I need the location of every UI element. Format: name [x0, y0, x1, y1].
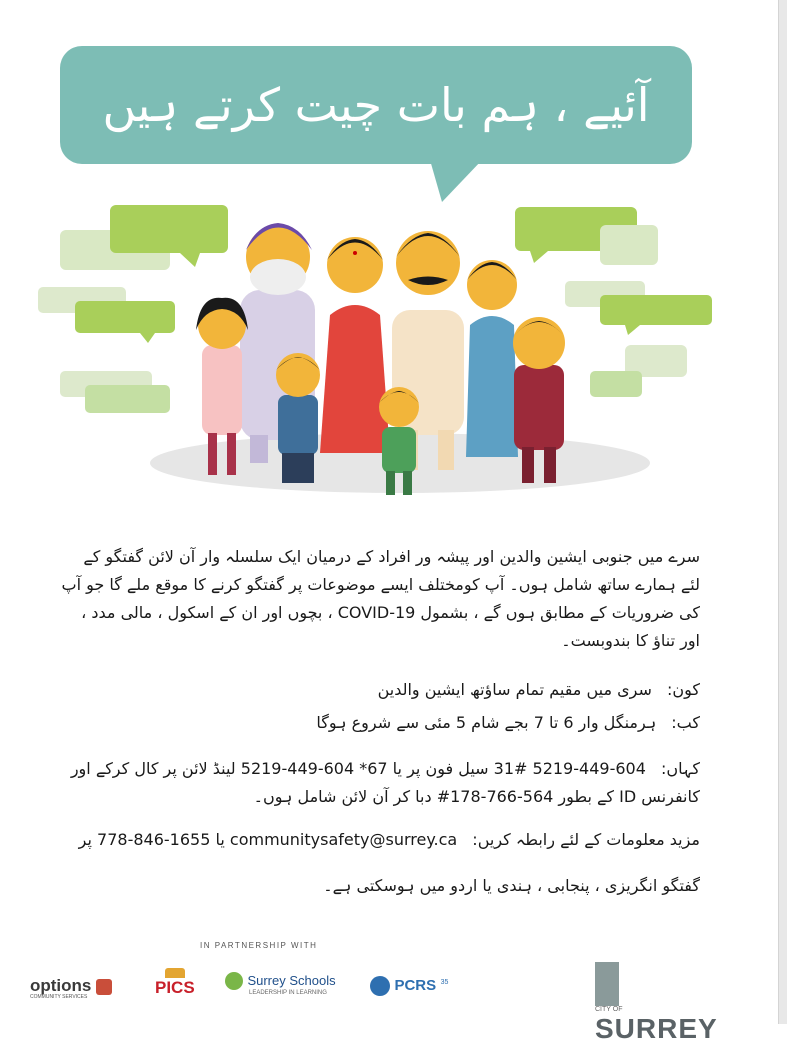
boy-figure — [276, 353, 320, 483]
speech-bubble-icon — [75, 301, 175, 333]
options-flower-icon — [96, 979, 112, 995]
speech-bubble-icon — [85, 385, 170, 413]
surrey-schools-logo — [225, 972, 336, 996]
speech-bubble-icon — [600, 295, 712, 325]
pcrs-logo-text: PCRS — [394, 977, 437, 995]
who-line — [60, 676, 700, 704]
when-label: کب: — [671, 713, 700, 732]
mother-figure — [320, 237, 390, 453]
partner-logos — [30, 962, 740, 1044]
speech-bubble-icon — [600, 225, 658, 265]
crown-icon — [165, 968, 185, 978]
surrey-schools-subtext: LEADERSHIP IN LEARNING — [249, 990, 327, 997]
who-label: کون: — [666, 680, 700, 699]
options-logo-text: options — [30, 976, 92, 995]
speech-bubble-icon — [110, 205, 228, 253]
when-text: ہرمنگل وار 6 تا 7 بجے شام 5 مئی سے شروع ہوگا — [316, 713, 657, 732]
intro-paragraph: سرے میں جنوبی ایشین والدین اور پیشہ ور افراد کے درمیان ایک سلسلہ وار آن لائن گفتگو کے لئے ہمارے ساتھ شامل ہوں۔ آپ کومختلف ایسے موضوعات پر گفتگو کرنے کا موقع ملے گا جو آپ کی ضروریات کے مطابق ہوں گے ، بشمول COVID-19 ، بچوں اور ان کے اسکول ، مالی مدد ، اور تناؤ کا بندوبست۔ — [61, 547, 700, 650]
woman-blue-figure — [466, 260, 518, 457]
city-tower-icon — [595, 962, 619, 1006]
options-logo-subtext: COMMUNITY SERVICES — [30, 994, 88, 1000]
partnership-heading: IN PARTNERSHIP WITH — [200, 941, 318, 950]
where-label: کہاں: — [660, 759, 700, 778]
pcrs-logo-number: 35 — [440, 978, 449, 986]
options-logo — [30, 976, 112, 1000]
language-note: گفتگو انگریزی ، پنجابی ، ہندی یا اردو میں ہوسکتی ہے۔ — [323, 876, 700, 895]
surrey-text: SURREY — [595, 1013, 718, 1044]
pics-logo-text: PICS — [155, 978, 195, 997]
page-edge — [778, 0, 787, 1024]
surrey-schools-swoosh-icon — [225, 972, 243, 990]
contact-phone: 778-846-1655 — [97, 830, 211, 849]
who-text: سری میں مقیم تمام ساؤتھ ایشین والدین — [377, 680, 652, 699]
pcrs-people-icon — [370, 976, 390, 996]
when-line — [60, 709, 700, 737]
contact-or: یا — [215, 830, 225, 849]
contact-line — [60, 826, 700, 854]
pics-logo — [155, 968, 195, 998]
contact-email-link[interactable]: communitysafety@surrey.ca — [229, 830, 458, 849]
page-title: آئیے ، ہم بات چیت کرتے ہیں — [102, 78, 650, 132]
speech-bubble-icon — [590, 371, 642, 397]
family-illustration — [30, 195, 730, 515]
pcrs-logo — [370, 976, 448, 996]
contact-suffix: پر — [78, 830, 92, 849]
where-line — [60, 755, 700, 811]
where-text: 604-449-5219 #31 سیل فون پر یا 67* 604-449-5219 لینڈ لائن پر کال کرکے اور کانفرنس ID کے بطور 564-766-178# دبا کر آن لائن شامل ہوں۔ — [70, 759, 700, 806]
title-speech-bubble — [60, 46, 692, 164]
city-of-text: CITY OF — [595, 1006, 623, 1013]
contact-label: مزید معلومات کے لئے رابطہ کریں: — [472, 830, 700, 849]
city-of-surrey-logo — [595, 962, 740, 1045]
surrey-schools-text: Surrey Schools — [247, 973, 336, 989]
